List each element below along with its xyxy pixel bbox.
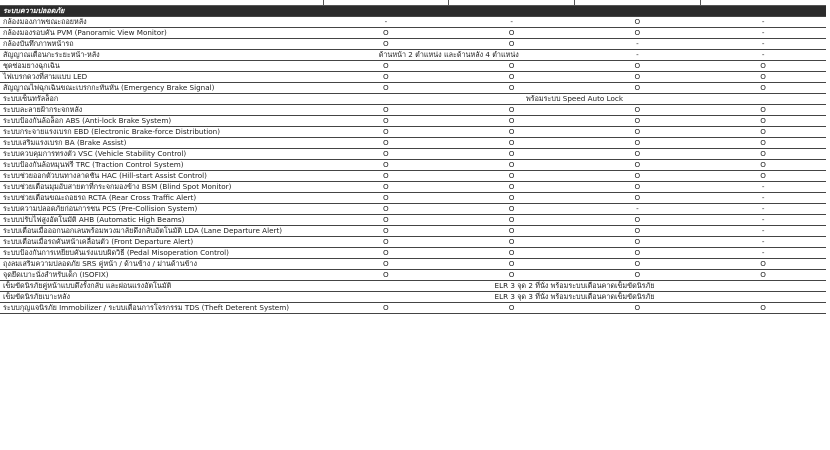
spec-row — [0, 16, 826, 27]
value-cell: O — [449, 126, 575, 137]
value-cell: O — [575, 115, 701, 126]
value-cell: O — [323, 71, 449, 82]
feature-label: ระบบช่วยเตือนขณะถอยรถ RCTA (Rear Cross Traffic Alert) — [0, 192, 323, 203]
feature-label: กล้องบันทึกภาพหน้ารถ — [0, 38, 323, 49]
section-title: ระบบความปลอดภัย — [0, 5, 826, 16]
feature-label: ระบบเสริมแรงเบรก BA (Brake Assist) — [0, 137, 323, 148]
value-cell: O — [575, 269, 701, 280]
value-cell: O — [575, 302, 701, 313]
merged-value-cell: ELR 3 จุด 2 ที่นั่ง พร้อมระบบเตือนคาดเข็มขัดนิรภัย — [323, 280, 826, 291]
value-cell: O — [449, 82, 575, 93]
feature-label: ไฟเบรกดวงที่สามแบบ LED — [0, 71, 323, 82]
value-cell: O — [575, 181, 701, 192]
value-cell: O — [449, 170, 575, 181]
feature-label: ระบบเซ็นทรัลล็อก — [0, 93, 323, 104]
value-cell: O — [700, 60, 826, 71]
value-cell: - — [700, 27, 826, 38]
value-cell: O — [575, 236, 701, 247]
section-header-row — [0, 5, 826, 16]
value-cell: O — [323, 247, 449, 258]
spec-row — [0, 203, 826, 214]
feature-label: เข็มขัดนิรภัยคู่หน้าแบบดึงรั้งกลับ และผ่อนแรงอัตโนมัติ — [0, 280, 323, 291]
feature-label: สัญญาณเตือนกะระยะหน้า-หลัง — [0, 49, 323, 60]
value-cell: O — [700, 71, 826, 82]
value-cell: O — [323, 104, 449, 115]
value-cell: O — [700, 269, 826, 280]
spec-row — [0, 236, 826, 247]
value-cell: O — [449, 181, 575, 192]
value-cell: - — [700, 192, 826, 203]
value-cell: O — [323, 225, 449, 236]
feature-label: ระบบกระจายแรงเบรก EBD (Electronic Brake-force Distribution) — [0, 126, 323, 137]
value-cell: - — [700, 214, 826, 225]
value-cell: O — [323, 269, 449, 280]
value-cell: O — [575, 192, 701, 203]
spec-row — [0, 115, 826, 126]
value-cell: O — [323, 115, 449, 126]
value-cell: O — [575, 104, 701, 115]
value-cell: O — [575, 247, 701, 258]
feature-label: จุดยึดเบาะนั่งสำหรับเด็ก (ISOFIX) — [0, 269, 323, 280]
value-cell: O — [323, 203, 449, 214]
value-cell: O — [449, 27, 575, 38]
spec-row — [0, 258, 826, 269]
value-cell: O — [700, 258, 826, 269]
value-cell: O — [575, 27, 701, 38]
spec-row — [0, 60, 826, 71]
spec-row — [0, 225, 826, 236]
value-cell: O — [323, 27, 449, 38]
spec-row — [0, 148, 826, 159]
value-cell: O — [323, 214, 449, 225]
value-cell: O — [449, 247, 575, 258]
spec-row — [0, 269, 826, 280]
value-cell: O — [449, 38, 575, 49]
value-cell: O — [449, 148, 575, 159]
value-cell: O — [700, 104, 826, 115]
value-cell: O — [575, 258, 701, 269]
value-cell: O — [449, 302, 575, 313]
value-cell: - — [700, 225, 826, 236]
feature-label: เข็มขัดนิรภัยเบาะหลัง — [0, 291, 323, 302]
value-cell: - — [575, 203, 701, 214]
merged-value-cell: ELR 3 จุด 3 ที่นั่ง พร้อมระบบเตือนคาดเข็มขัดนิรภัย — [323, 291, 826, 302]
spec-row — [0, 302, 826, 313]
value-cell: - — [700, 181, 826, 192]
feature-label: ระบบเตือนเมื่อรถคันหน้าเคลื่อนตัว (Front Departure Alert) — [0, 236, 323, 247]
value-cell: O — [700, 148, 826, 159]
value-cell: O — [323, 126, 449, 137]
feature-label: กล้องมองรอบคัน PVM (Panoramic View Monitor) — [0, 27, 323, 38]
value-cell: - — [449, 16, 575, 27]
value-cell: - — [575, 38, 701, 49]
value-cell: O — [700, 170, 826, 181]
value-cell: O — [449, 236, 575, 247]
spec-row — [0, 247, 826, 258]
value-cell: O — [575, 148, 701, 159]
feature-label: ระบบปรับไฟสูงอัตโนมัติ AHB (Automatic High Beams) — [0, 214, 323, 225]
value-cell: O — [575, 225, 701, 236]
spec-row — [0, 71, 826, 82]
feature-label: ระบบควบคุมการทรงตัว VSC (Vehicle Stability Control) — [0, 148, 323, 159]
value-cell: - — [700, 236, 826, 247]
value-cell: O — [323, 148, 449, 159]
value-cell: O — [323, 60, 449, 71]
feature-label: สัญญาณไฟฉุกเฉินขณะเบรกกะทันหัน (Emergency Brake Signal) — [0, 82, 323, 93]
spec-row — [0, 38, 826, 49]
value-cell: O — [449, 214, 575, 225]
feature-label: ชุดซ่อมยางฉุกเฉิน — [0, 60, 323, 71]
spec-row — [0, 93, 826, 104]
value-cell: O — [449, 159, 575, 170]
value-cell: - — [700, 49, 826, 60]
value-cell: O — [700, 126, 826, 137]
value-cell: O — [449, 104, 575, 115]
feature-label: ระบบป้องกันล้อหมุนฟรี TRC (Traction Control System) — [0, 159, 323, 170]
value-cell: O — [323, 258, 449, 269]
feature-label: ถุงลมเสริมความปลอดภัย SRS คู่หน้า / ด้านข้าง / ม่านด้านข้าง — [0, 258, 323, 269]
value-cell: O — [575, 60, 701, 71]
spec-row — [0, 291, 826, 302]
value-cell: O — [700, 137, 826, 148]
value-cell: O — [575, 16, 701, 27]
spec-row — [0, 181, 826, 192]
value-cell: O — [575, 126, 701, 137]
value-cell: O — [449, 258, 575, 269]
value-cell: O — [323, 302, 449, 313]
value-cell: O — [700, 82, 826, 93]
value-cell: - — [575, 49, 701, 60]
spec-row — [0, 137, 826, 148]
spec-row — [0, 126, 826, 137]
spec-row — [0, 192, 826, 203]
value-cell: O — [575, 137, 701, 148]
spec-row — [0, 49, 826, 60]
feature-label: ระบบป้องกันล้อล็อก ABS (Anti-lock Brake System) — [0, 115, 323, 126]
spec-row — [0, 280, 826, 291]
feature-label: ระบบกุญแจนิรภัย Immobilizer / ระบบเตือนการโจรกรรม TDS (Theft Deterent System) — [0, 302, 323, 313]
value-cell: O — [449, 71, 575, 82]
value-cell: O — [700, 115, 826, 126]
value-cell: O — [575, 71, 701, 82]
value-cell: O — [700, 159, 826, 170]
value-cell: O — [449, 225, 575, 236]
value-cell: O — [575, 159, 701, 170]
spec-row — [0, 82, 826, 93]
spec-row — [0, 214, 826, 225]
value-cell: O — [323, 82, 449, 93]
feature-label: ระบบป้องกันการเหยียบคันเร่งแบบผิดวิธี (Pedal Misoperation Control) — [0, 247, 323, 258]
value-cell: - — [700, 16, 826, 27]
spec-row — [0, 27, 826, 38]
value-cell: O — [449, 203, 575, 214]
value-cell: O — [323, 170, 449, 181]
value-cell: O — [449, 137, 575, 148]
value-cell: O — [449, 115, 575, 126]
value-cell: O — [323, 137, 449, 148]
feature-label: ระบบช่วยเตือนมุมอับสายตาที่กระจกมองข้าง BSM (Blind Spot Monitor) — [0, 181, 323, 192]
feature-label: ระบบละลายฝ้ากระจกหลัง — [0, 104, 323, 115]
spec-row — [0, 170, 826, 181]
value-cell: O — [323, 236, 449, 247]
feature-label: ระบบเตือนเมื่อออกนอกเลนพร้อมพวงมาลัยดึงกลับอัตโนมัติ LDA (Lane Departure Alert) — [0, 225, 323, 236]
feature-label: ระบบช่วยออกตัวบนทางลาดชัน HAC (Hill-start Assist Control) — [0, 170, 323, 181]
value-cell: O — [323, 38, 449, 49]
merged-value-cell: พร้อมระบบ Speed Auto Lock — [323, 93, 826, 104]
value-cell: - — [700, 203, 826, 214]
spec-row — [0, 159, 826, 170]
value-cell: - — [323, 16, 449, 27]
value-cell: O — [323, 181, 449, 192]
feature-label: กล้องมองภาพขณะถอยหลัง — [0, 16, 323, 27]
value-cell: O — [575, 214, 701, 225]
value-cell: O — [323, 192, 449, 203]
spec-row — [0, 104, 826, 115]
merged-value-cell: ด้านหน้า 2 ตำแหน่ง และด้านหลัง 4 ตำแหน่ง — [323, 49, 575, 60]
value-cell: O — [700, 302, 826, 313]
value-cell: - — [700, 38, 826, 49]
value-cell: O — [575, 170, 701, 181]
value-cell: O — [449, 60, 575, 71]
value-cell: - — [700, 247, 826, 258]
value-cell: O — [323, 159, 449, 170]
feature-label: ระบบความปลอดภัยก่อนการชน PCS (Pre-Collision System) — [0, 203, 323, 214]
value-cell: O — [575, 82, 701, 93]
value-cell: O — [449, 192, 575, 203]
value-cell: O — [449, 269, 575, 280]
